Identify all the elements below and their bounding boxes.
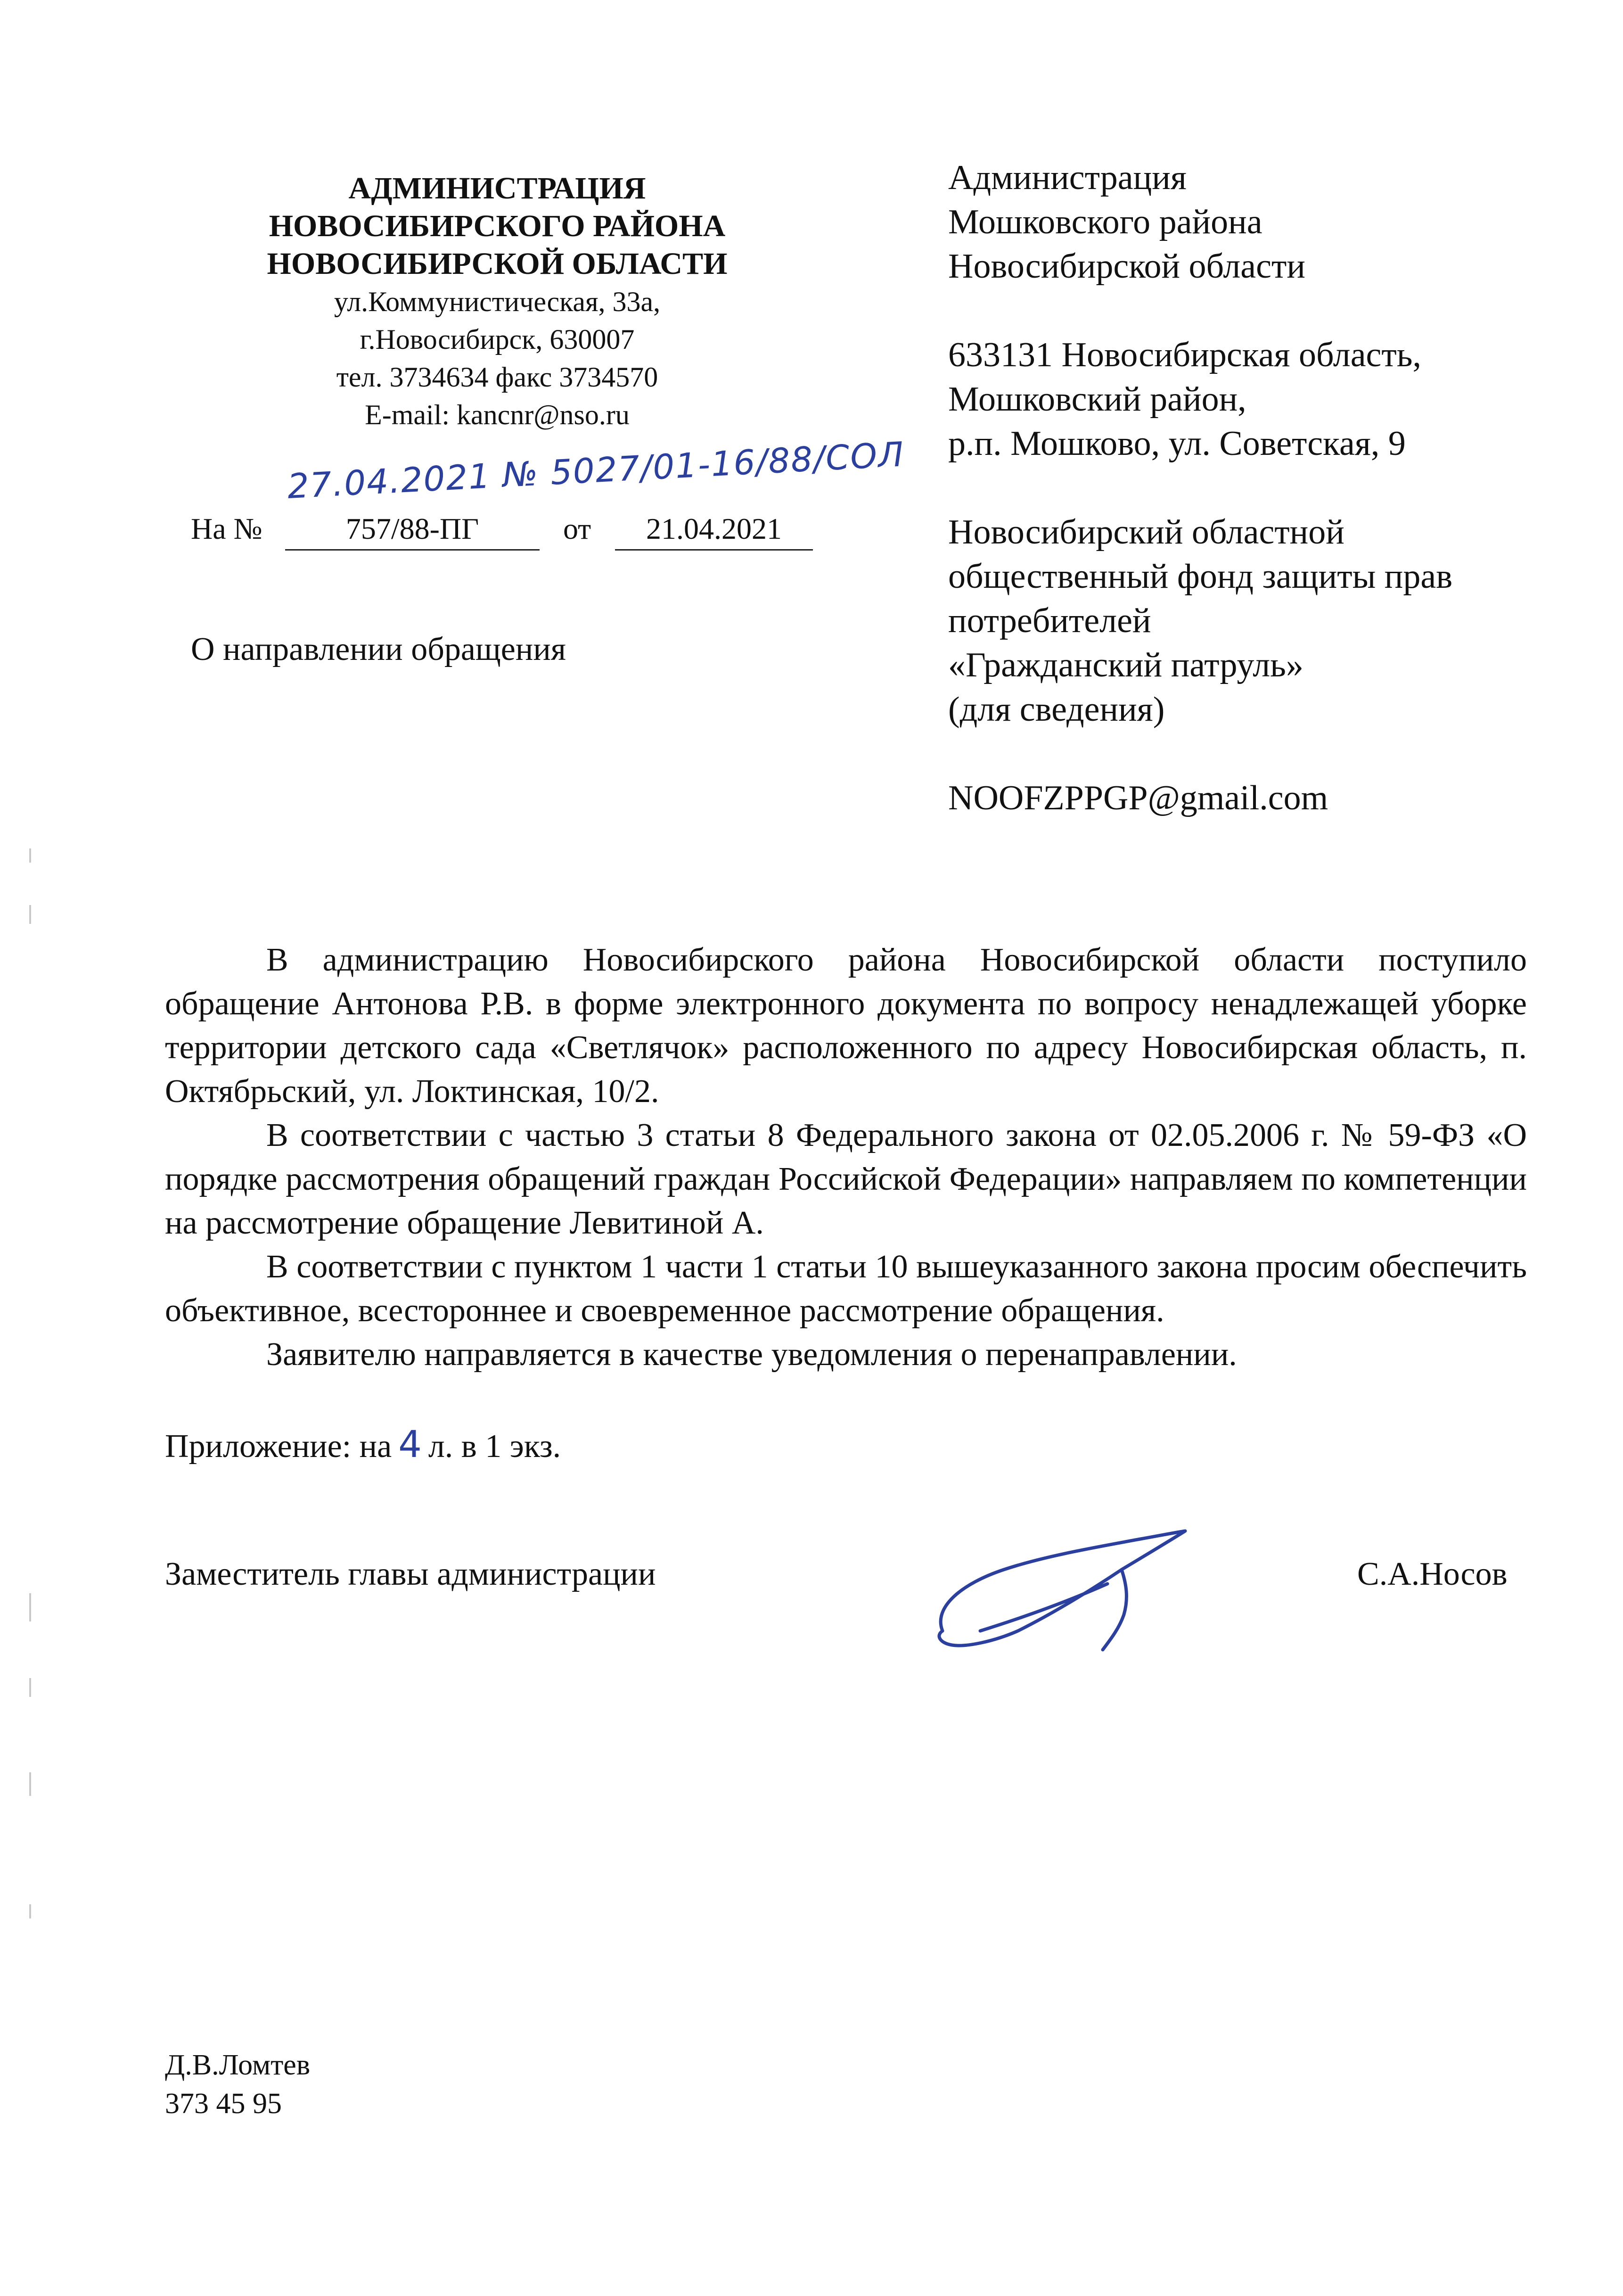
recipient-address-3: р.п. Мошково, ул. Советская, 9 xyxy=(948,424,1406,463)
recipient-spacer xyxy=(948,288,1561,333)
recipient-address-2: Мошковский район, xyxy=(948,380,1246,419)
handwritten-signature xyxy=(924,1513,1197,1664)
recipient-address-1: 633131 Новосибирская область, xyxy=(948,336,1421,374)
signatory-title: Заместитель главы администрации xyxy=(165,1556,656,1592)
attachment-suffix: л. в 1 экз. xyxy=(428,1428,561,1465)
na-number-field: 757/88-ПГ xyxy=(285,511,540,551)
sender-address-line-2: г.Новосибирск, 630007 xyxy=(360,324,635,355)
sender-org-line-3: НОВОСИБИРСКОЙ ОБЛАСТИ xyxy=(267,247,728,281)
executor-block xyxy=(165,2046,310,2123)
recipient-spacer xyxy=(948,466,1561,510)
sender-address-line-1: ул.Коммунистическая, 33а, xyxy=(334,286,661,317)
recipient-line-2: Мошковского района xyxy=(948,203,1262,241)
copy-recipient-2: общественный фонд защиты прав xyxy=(948,557,1453,596)
body-paragraph-2: В соответствии с частью 3 статьи 8 Федерального закона от 02.05.2006 г. № 59-ФЗ «О порядке рассмотрения обращений граждан Российской Федерации» направляем по компетенции на рассмотрение обращение Левитиной А. xyxy=(165,1117,1527,1241)
recipient-spacer xyxy=(948,732,1561,776)
sender-phone: тел. 3734634 факс 3734570 xyxy=(336,362,658,393)
recipient-line-3: Новосибирской области xyxy=(948,247,1305,286)
letter-body xyxy=(165,938,1527,1376)
copy-recipient-3: потребителей xyxy=(948,601,1151,640)
scan-speck xyxy=(29,848,31,863)
body-paragraph-3: В соответствии с пунктом 1 части 1 статьи 10 вышеуказанного закона просим обеспечить объективное, всестороннее и своевременное рассмотрение обращения. xyxy=(165,1249,1527,1329)
sender-email: E-mail: kancnr@nso.ru xyxy=(365,399,630,430)
executor-phone: 373 45 95 xyxy=(165,2088,282,2120)
scan-speck xyxy=(29,905,31,924)
recipient-line-1: Администрация xyxy=(948,158,1187,197)
signatory-name: С.А.Носов xyxy=(1357,1556,1508,1592)
handwritten-registration-number: 27.04.2021 № 5027/01-16/88/СОЛ xyxy=(286,434,906,506)
sender-org-line-2: НОВОСИБИРСКОГО РАЙОНА xyxy=(269,209,726,243)
sender-org-line-1: АДМИНИСТРАЦИЯ xyxy=(348,171,646,206)
letter-subject: О направлении обращения xyxy=(191,631,566,667)
scan-speck xyxy=(29,1904,31,1918)
reference-line xyxy=(191,511,851,549)
scan-speck xyxy=(29,1678,31,1697)
na-label: На № xyxy=(191,512,262,545)
copy-recipient-email: NOOFZPPGP@gmail.com xyxy=(948,779,1328,817)
copy-recipient-4: «Гражданский патруль» xyxy=(948,646,1303,684)
executor-name: Д.В.Ломтев xyxy=(165,2049,311,2081)
copy-recipient-5: (для сведения) xyxy=(948,690,1165,729)
recipient-block xyxy=(948,156,1561,820)
scan-speck xyxy=(29,1772,31,1796)
attachment-prefix: Приложение: на xyxy=(165,1428,392,1465)
copy-recipient-1: Новосибирский областной xyxy=(948,513,1344,551)
scan-speck xyxy=(29,1593,31,1621)
body-paragraph-4: Заявителю направляется в качестве уведомления о перенаправлении. xyxy=(266,1336,1237,1373)
body-paragraph-1: В администрацию Новосибирского района Новосибирской области поступило обращение Антонова Р.В. в форме электронного документа по вопросу ненадлежащей уборке территории детского сада «Светлячок» расположенного по адресу Новосибирская область, п. Октябрьский, ул. Локтинская, 10/2. xyxy=(165,942,1527,1110)
attachment-line xyxy=(165,1424,561,1466)
attachment-pages-handwritten: 4 xyxy=(398,1424,422,1466)
ot-date-field: 21.04.2021 xyxy=(615,511,813,551)
ot-label: от xyxy=(563,512,591,545)
sender-block xyxy=(156,170,839,434)
